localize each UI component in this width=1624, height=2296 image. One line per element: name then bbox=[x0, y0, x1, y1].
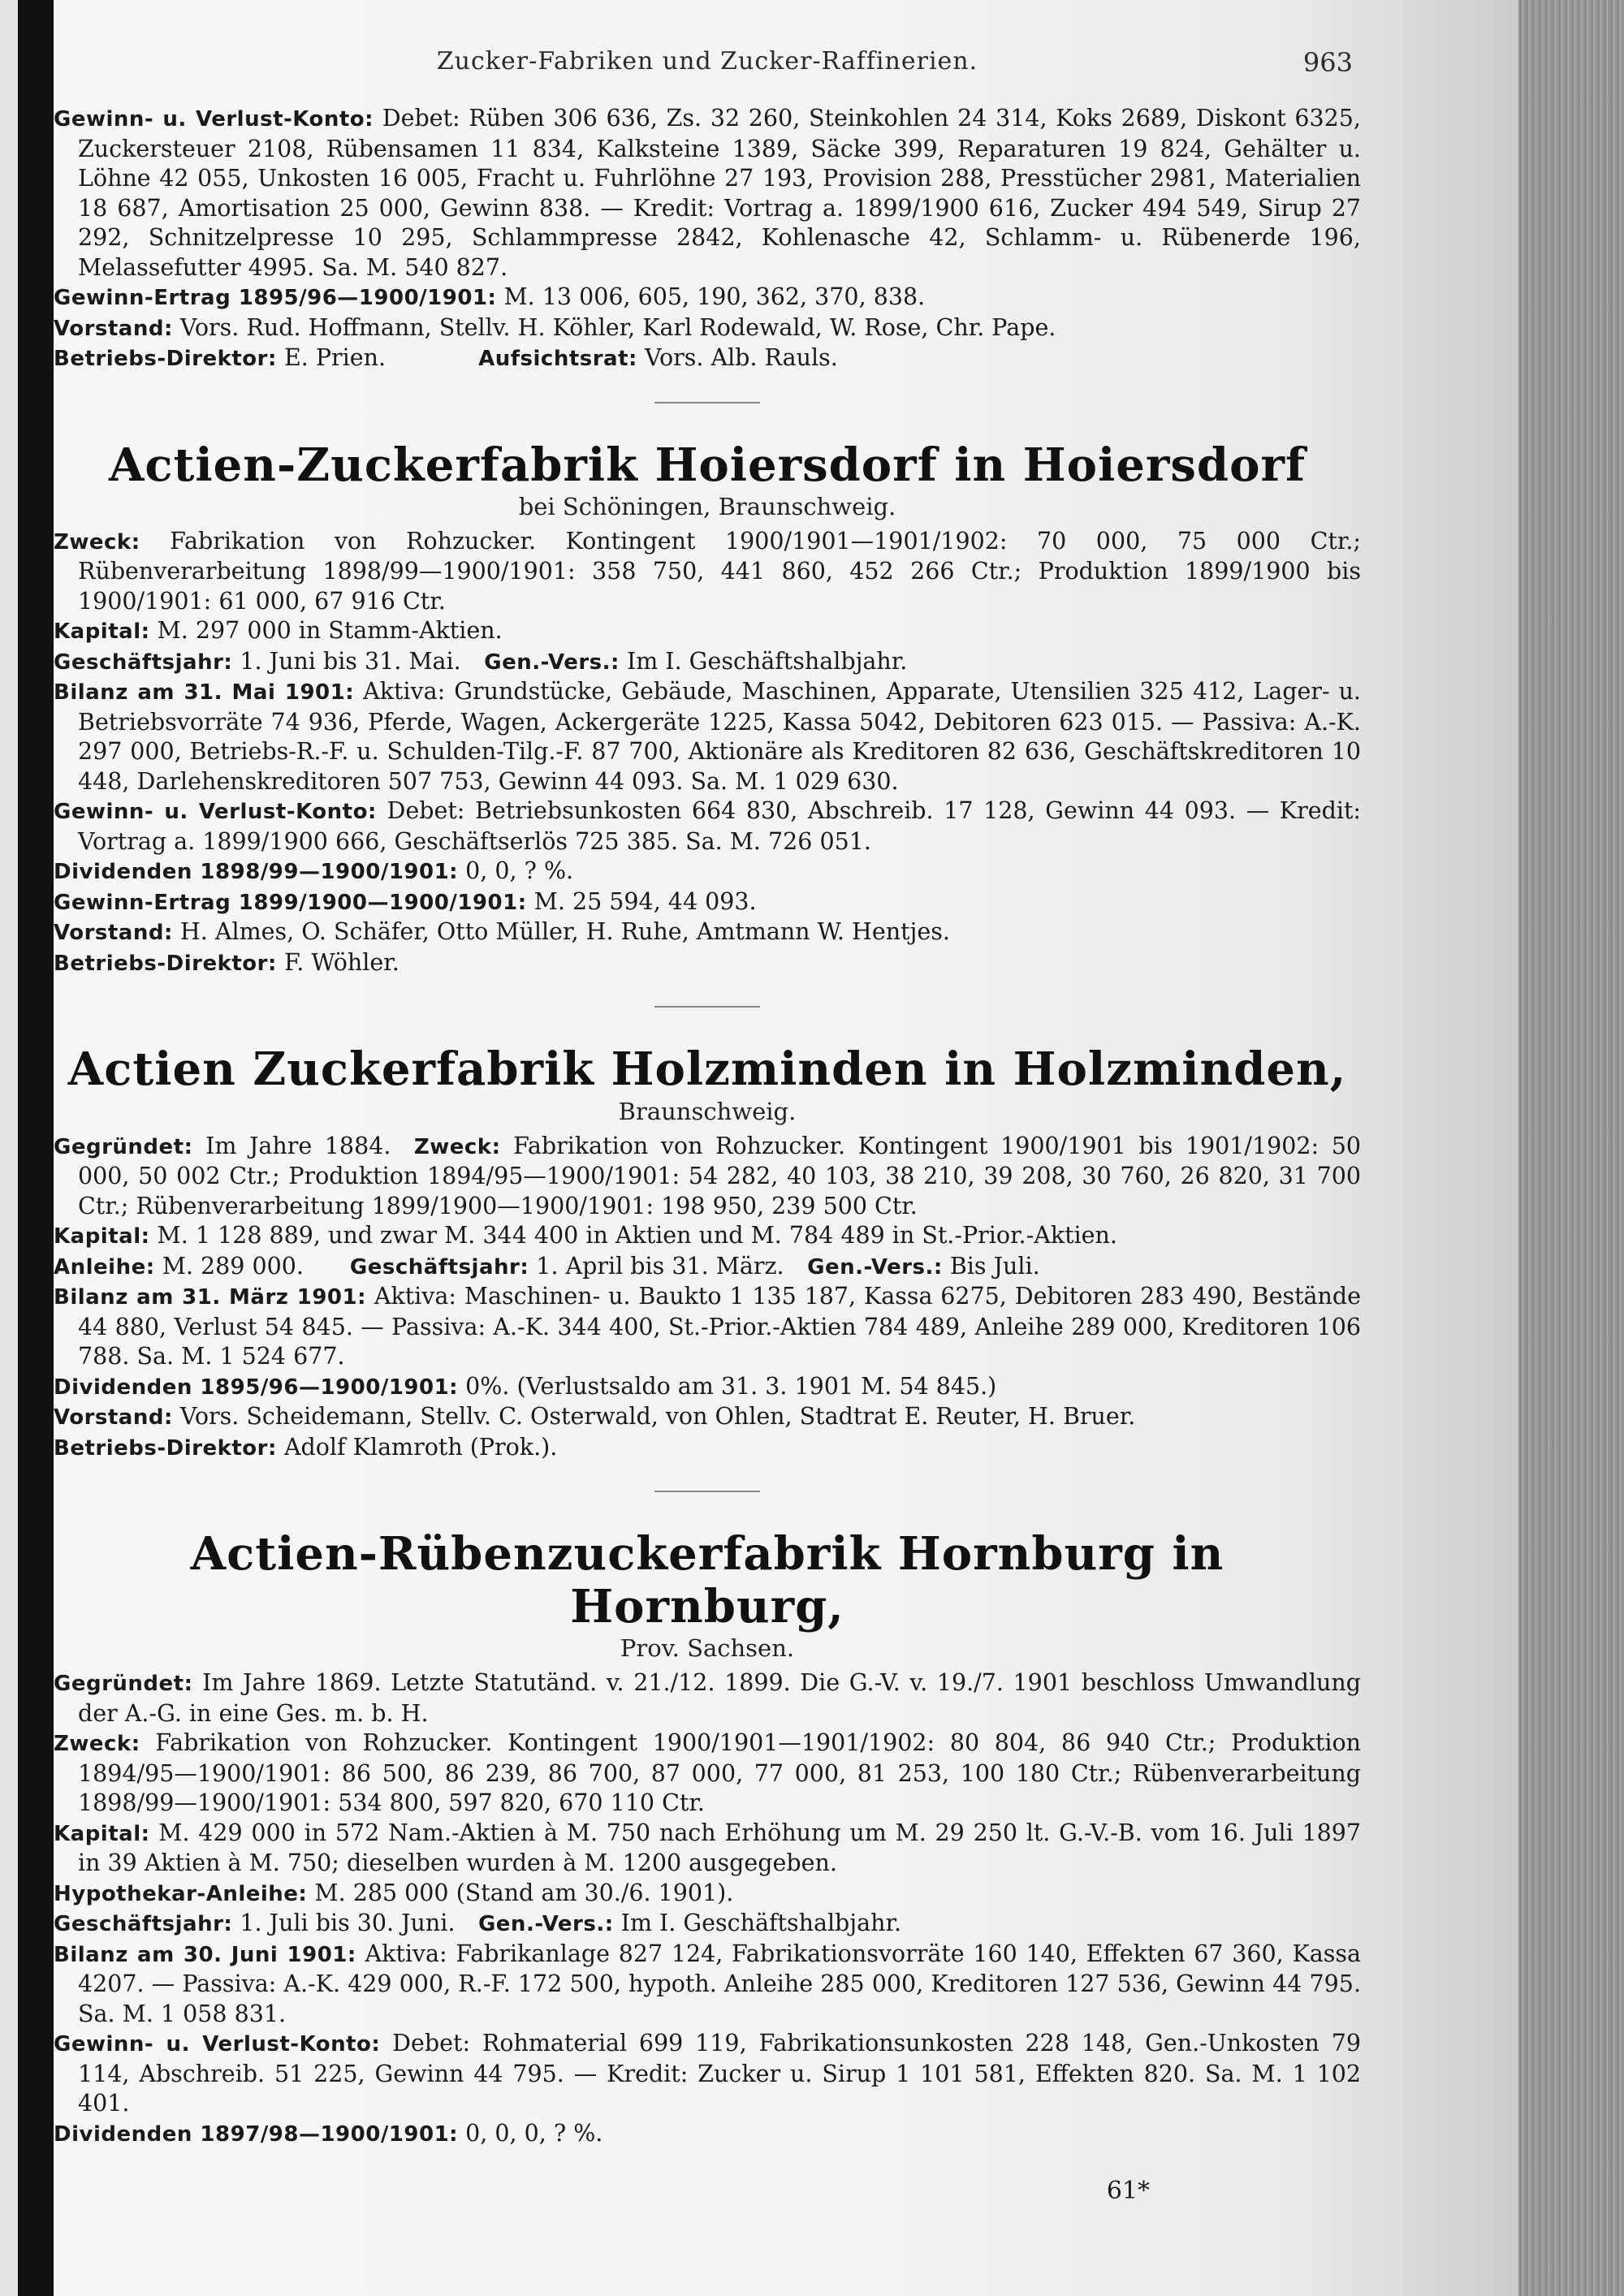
company-name: Actien-Rübenzuckerfabrik Hornburg in Hornburg, bbox=[190, 1527, 1224, 1634]
paragraph bbox=[54, 677, 1361, 796]
book-spine-shadow bbox=[18, 0, 54, 2296]
field-label: Dividenden 1898/99—1900/1901: bbox=[54, 860, 459, 885]
field-label: Gen.-Vers.: bbox=[807, 1254, 943, 1280]
entry-hoiersdorf bbox=[54, 439, 1361, 1008]
field-text: Vors. Scheidemann, Stellv. C. Osterwald, von Ohlen, Stadtrat E. Reuter, H. Bruer. bbox=[172, 1403, 1136, 1431]
paragraph bbox=[54, 2119, 1361, 2150]
paragraph bbox=[54, 104, 1361, 283]
paragraph bbox=[54, 647, 1361, 678]
left-page-edge bbox=[0, 0, 18, 2296]
paragraph bbox=[54, 1940, 1361, 2030]
field-text: 0, 0, ? %. bbox=[458, 857, 574, 885]
company-name: Actien Zuckerfabrik Holzminden in Holzminden, bbox=[67, 1042, 1347, 1097]
paragraph bbox=[54, 1728, 1361, 1819]
field-text: Fabrikation von Rohzucker. Kontingent 1900/1901—1901/1902: 70 000, 75 000 Ctr.; Rübenverarbeitung 1898/99—1900/1901: 358 750, 441 860, 452 266 Ctr.; Produktion 1899/1900 bis 1900/1901: 61 000, 67 916 Ctr. bbox=[78, 527, 1361, 615]
field-label: Kapital: bbox=[54, 619, 150, 645]
field-label: Gewinn- u. Verlust-Konto: bbox=[54, 2032, 381, 2057]
field-label: Dividenden 1897/98—1900/1901: bbox=[54, 2121, 459, 2147]
field-text: Debet: Betriebsunkosten 664 830, Abschreib. 17 128, Gewinn 44 093. — Kredit: Vortrag a. 1899/1900 666, Geschäftserlös 725 385. Sa. M. 726 051. bbox=[78, 797, 1361, 855]
company-location: Braunschweig. bbox=[618, 1097, 797, 1125]
entry-hornburg bbox=[54, 1528, 1361, 2149]
field-label: Betriebs-Direktor: bbox=[54, 951, 277, 976]
field-text: E. Prien. bbox=[276, 344, 387, 371]
paragraph bbox=[54, 2029, 1361, 2119]
field-text: Im Jahre 1884. bbox=[192, 1132, 391, 1159]
field-label: Geschäftsjahr: bbox=[349, 1254, 529, 1280]
field-text: Im I. Geschäftshalbjahr. bbox=[613, 1910, 902, 1937]
field-label: Betriebs-Direktor: bbox=[54, 347, 277, 371]
field-text: Fabrikation von Rohzucker. Kontingent 1900/1901 bis 1901/1902: 50 000, 50 002 Ctr.; Produktion 1894/95—1900/1901: 54 282, 40 103, 38 210, 39 208, 30 760, 26 820, 31 700 Ctr.; Rübenverarbeitung 1899/1900—1900/1901: 198 950, 239 500 Ctr. bbox=[78, 1132, 1362, 1219]
field-text: M. 289 000. bbox=[154, 1252, 304, 1280]
field-text: 1. Juli bis 30. Juni. bbox=[232, 1910, 456, 1937]
field-label: Kapital: bbox=[54, 1224, 150, 1249]
field-text: M. 25 594, 44 093. bbox=[526, 887, 757, 915]
field-label: Geschäftsjahr: bbox=[54, 650, 233, 675]
company-location: Prov. Sachsen. bbox=[620, 1634, 795, 1663]
entry-title-block bbox=[54, 439, 1361, 520]
field-text: M. 285 000 (Stand am 30./6. 1901). bbox=[307, 1879, 734, 1906]
entry-title-block bbox=[54, 1043, 1361, 1124]
page-content bbox=[54, 47, 1361, 2272]
field-text: H. Almes, O. Schäfer, Otto Müller, H. Ruhe, Amtmann W. Hentjes. bbox=[172, 918, 950, 946]
field-label: Geschäftsjahr: bbox=[54, 1912, 233, 1937]
entry-title-block bbox=[54, 1528, 1361, 1662]
field-text: Aktiva: Grundstücke, Gebäude, Maschinen, Apparate, Utensilien 325 412, Lager- u. Betriebsvorräte 74 936, Pferde, Wagen, Ackergeräte 1225, Kassa 5042, Debitoren 623 015. — Passiva: A.-K. 297 000, Betriebs-R.-F. u. Schulden-Tilg.-F. 87 700, Aktionäre als Kreditoren 82 636, Geschäftskreditoren 10 448, Darlehenskreditoren 507 753, Gewinn 44 093. Sa. M. 1 029 630. bbox=[78, 678, 1361, 795]
field-text: M. 13 006, 605, 190, 362, 370, 838. bbox=[496, 283, 926, 310]
field-label: Gewinn- u. Verlust-Konto: bbox=[54, 107, 374, 132]
field-text: Im Jahre 1869. Letzte Statutänd. v. 21./12. 1899. Die G.-V. v. 19./7. 1901 beschloss Umwandlung der A.-G. in eine Ges. m. b. H. bbox=[78, 1669, 1361, 1727]
field-label: Zweck: bbox=[54, 1732, 140, 1757]
right-page-edges bbox=[1518, 0, 1624, 2296]
field-text: Aktiva: Maschinen- u. Baukto 1 135 187, Kassa 6275, Debitoren 283 490, Bestände 44 880, Verlust 54 845. — Passiva: A.-K. 344 400, St.-Prior.-Aktien 784 489, Anleihe 289 000, Kreditoren 106 788. Sa. M. 1 524 677. bbox=[78, 1283, 1361, 1370]
field-label: Gen.-Vers.: bbox=[484, 650, 620, 675]
field-label: Hypothekar-Anleihe: bbox=[54, 1881, 308, 1906]
paragraph bbox=[54, 1252, 1361, 1283]
paragraph bbox=[54, 313, 1361, 344]
field-label: Bilanz am 30. Juni 1901: bbox=[54, 1942, 356, 1967]
header-title: Zucker-Fabriken und Zucker-Raffinerien. bbox=[436, 47, 978, 76]
field-label: Zweck: bbox=[54, 529, 140, 555]
field-text: Im I. Geschäftshalbjahr. bbox=[619, 647, 908, 675]
running-header bbox=[54, 47, 1361, 94]
paragraph bbox=[54, 1819, 1361, 1879]
paragraph bbox=[54, 1372, 1361, 1403]
field-label: Gewinn- u. Verlust-Konto: bbox=[54, 800, 377, 825]
field-text: Aktiva: Fabrikanlage 827 124, Fabrikationsvorräte 160 140, Effekten 67 360, Kassa 4207. — Passiva: A.-K. 429 000, R.-F. 172 500, hypoth. Anleihe 285 000, Kreditoren 127 536, Gewinn 44 795. Sa. M. 1 058 831. bbox=[78, 1940, 1361, 2027]
paragraph bbox=[54, 1282, 1361, 1372]
company-name: Actien-Zuckerfabrik Hoiersdorf in Hoiersdorf bbox=[108, 438, 1307, 492]
entry-previous-continuation bbox=[54, 104, 1361, 404]
field-text: F. Wöhler. bbox=[276, 948, 400, 976]
paragraph bbox=[54, 917, 1361, 948]
paragraph bbox=[54, 343, 1361, 374]
paragraph bbox=[54, 1909, 1361, 1940]
field-text: Vors. Alb. Rauls. bbox=[637, 344, 838, 371]
field-label: Vorstand: bbox=[54, 921, 173, 946]
field-label: Aufsichtsrat: bbox=[478, 347, 637, 371]
separator-rule bbox=[654, 1006, 760, 1008]
field-text: 1. Juni bis 31. Mai. bbox=[232, 647, 461, 675]
paragraph bbox=[54, 1668, 1361, 1728]
field-text: M. 1 128 889, und zwar M. 344 400 in Aktien und M. 784 489 in St.-Prior.-Aktien. bbox=[149, 1222, 1117, 1249]
field-label: Gewinn-Ertrag 1899/1900—1900/1901: bbox=[54, 890, 527, 915]
field-label: Dividenden 1895/96—1900/1901: bbox=[54, 1375, 459, 1400]
separator-rule bbox=[654, 402, 760, 404]
field-text: 0, 0, 0, ? %. bbox=[458, 2119, 603, 2147]
field-label: Gegründet: bbox=[54, 1672, 193, 1697]
paragraph bbox=[54, 796, 1361, 857]
paragraph bbox=[54, 1221, 1361, 1252]
paragraph bbox=[54, 1132, 1361, 1222]
field-label: Anleihe: bbox=[54, 1254, 155, 1280]
paragraph bbox=[54, 1433, 1361, 1464]
field-label: Zweck: bbox=[413, 1134, 501, 1159]
page-number: 963 bbox=[1302, 47, 1353, 78]
field-label: Betriebs-Direktor: bbox=[54, 1435, 277, 1461]
field-text: M. 297 000 in Stamm-Aktien. bbox=[149, 617, 503, 645]
separator-rule bbox=[654, 1491, 760, 1492]
field-text: M. 429 000 in 572 Nam.-Aktien à M. 750 nach Erhöhung um M. 29 250 lt. G.-V.-B. vom 16. Juli 1897 in 39 Aktien à M. 750; dieselben wurden à M. 1200 ausgegeben. bbox=[78, 1819, 1361, 1877]
field-text: Bis Juli. bbox=[942, 1252, 1040, 1280]
paragraph bbox=[54, 616, 1361, 647]
paragraph bbox=[54, 1402, 1361, 1433]
paragraph bbox=[54, 283, 1361, 313]
field-label: Vorstand: bbox=[54, 316, 173, 341]
field-text: 0%. (Verlustsaldo am 31. 3. 1901 M. 54 845.) bbox=[458, 1372, 997, 1400]
paragraph bbox=[54, 1879, 1361, 1910]
field-label: Gewinn-Ertrag 1895/96—1900/1901: bbox=[54, 286, 497, 310]
field-text: Vors. Rud. Hoffmann, Stellv. H. Köhler, Karl Rodewald, W. Rose, Chr. Pape. bbox=[172, 313, 1056, 341]
field-text: Debet: Rohmaterial 699 119, Fabrikationsunkosten 228 148, Gen.-Unkosten 79 114, Abschreib. 51 225, Gewinn 44 795. — Kredit: Zucker u. Sirup 1 101 581, Effekten 820. Sa. M. 1 102 401. bbox=[78, 2030, 1362, 2117]
signature-mark: 61* bbox=[1106, 2177, 1150, 2206]
paragraph bbox=[54, 527, 1361, 617]
company-location: bei Schöningen, Braunschweig. bbox=[518, 492, 896, 520]
paragraph bbox=[54, 887, 1361, 918]
field-text: Adolf Klamroth (Prok.). bbox=[276, 1433, 558, 1461]
field-label: Gegründet: bbox=[54, 1134, 193, 1159]
field-label: Kapital: bbox=[54, 1821, 150, 1846]
field-label: Bilanz am 31. März 1901: bbox=[54, 1285, 367, 1310]
field-label: Gen.-Vers.: bbox=[477, 1912, 614, 1937]
paragraph bbox=[54, 857, 1361, 887]
field-text: Fabrikation von Rohzucker. Kontingent 1900/1901—1901/1902: 80 804, 86 940 Ctr.; Produktion 1894/95—1900/1901: 86 500, 86 239, 86 700, 87 000, 77 000, 81 253, 100 180 Ctr.; Rübenverarbeitung 1898/99—1900/1901: 534 800, 597 820, 670 110 Ctr. bbox=[78, 1729, 1361, 1817]
paragraph bbox=[54, 948, 1361, 979]
entry-holzminden bbox=[54, 1043, 1361, 1492]
field-label: Vorstand: bbox=[54, 1405, 173, 1431]
field-text: Debet: Rüben 306 636, Zs. 32 260, Steinkohlen 24 314, Koks 2689, Diskont 6325, Zuckersteuer 2108, Rübensamen 11 834, Kalksteine 1389, Säcke 399, Reparaturen 19 824, Gehälter u. Löhne 42 055, Unkosten 16 005, Fracht u. Fuhrlöhne 27 193, Provision 288, Presstücher 2981, Materialien 18 687, Amortisation 25 000, Gewinn 838. — Kredit: Vortrag a. 1899/1900 616, Zucker 494 549, Sirup 27 292, Schnitzelpresse 10 295, Schlammpresse 2842, Kohlenasche 42, Schlamm- u. Rübenerde 196, Melassefutter 4995. Sa. M. 540 827. bbox=[78, 105, 1361, 281]
field-label: Bilanz am 31. Mai 1901: bbox=[54, 680, 355, 706]
field-text: 1. April bis 31. März. bbox=[529, 1252, 784, 1280]
